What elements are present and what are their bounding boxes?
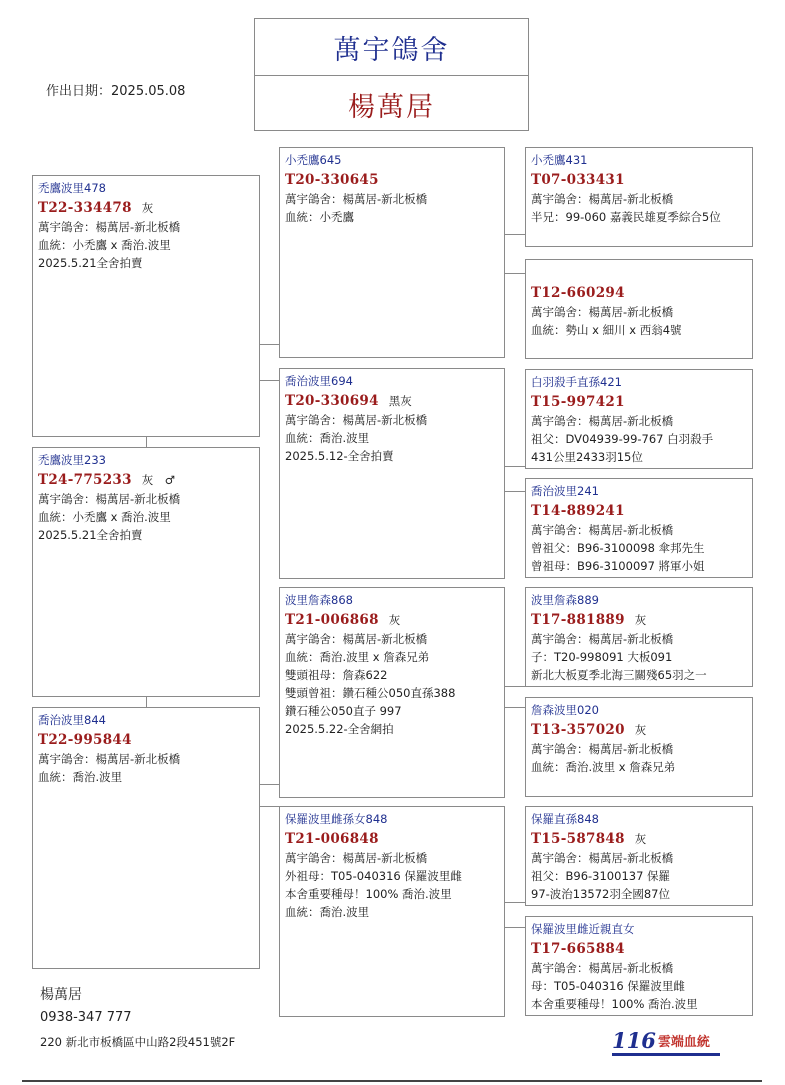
- pigeon-card-g3: [525, 697, 753, 797]
- connector-line: [146, 697, 147, 707]
- pigeon-detail-line: 2025.5.22-全舍網拍: [285, 722, 394, 736]
- pigeon-name: 保羅波里雌近親直女: [531, 922, 635, 936]
- pigeon-detail-line: 母：T05-040316 保羅波里雌: [531, 979, 685, 993]
- ring-row: [285, 169, 499, 190]
- pigeon-detail-line: 2025.5.12-全舍拍賣: [285, 449, 394, 463]
- ring-number: T20-330694: [285, 393, 379, 409]
- pigeon-color: 灰: [388, 613, 401, 627]
- pigeon-detail-line: 曾祖母：B96-3100097 將軍小姐: [531, 559, 705, 573]
- pigeon-detail-line: 萬宇鴿舍：楊萬居-新北板橋: [285, 192, 428, 206]
- pigeon-card-dam: [32, 707, 260, 969]
- pigeon-name: 波里詹森889: [531, 593, 599, 607]
- ring-number: T21-006868: [285, 612, 379, 628]
- pigeon-card-dam-dam: [279, 806, 505, 1017]
- ring-number: T15-997421: [531, 394, 625, 410]
- ring-number: T17-665884: [531, 941, 625, 957]
- ring-number: T22-995844: [38, 732, 132, 748]
- pigeon-detail-line: 血統：喬治.波里 x 詹森兄弟: [285, 650, 430, 664]
- ring-number: T22-334478: [38, 200, 132, 216]
- pigeon-detail-line: 子：T20-998091 大板091: [531, 650, 673, 664]
- connector-line: [259, 806, 279, 807]
- pigeon-detail-line: 血統：喬治.波里: [38, 770, 123, 784]
- pigeon-name: 喬治波里844: [38, 713, 106, 727]
- issue-date: 作出日期：2025.05.08: [46, 84, 186, 99]
- pigeon-detail-line: 血統：小禿鷹 x 喬治.波里: [38, 510, 171, 524]
- ring-number: T12-660294: [531, 285, 625, 301]
- ring-row: [38, 469, 254, 490]
- pigeon-detail-line: 新北大板夏季北海三關殘65羽之一: [531, 668, 707, 682]
- pigeon-detail-line: 萬宇鴿舍：楊萬居-新北板橋: [285, 413, 428, 427]
- pigeon-card-g3: [525, 478, 753, 578]
- pigeon-detail-line: 萬宇鴿舍：楊萬居-新北板橋: [531, 414, 674, 428]
- pigeon-detail-line: 萬宇鴿舍：楊萬居-新北板橋: [38, 220, 181, 234]
- ring-row: [38, 197, 254, 218]
- pigeon-detail-line: 萬宇鴿舍：楊萬居-新北板橋: [285, 632, 428, 646]
- ring-row: [38, 729, 254, 750]
- connector-line: [504, 234, 525, 235]
- page-bottom-rule: [22, 1080, 762, 1082]
- pigeon-name: 小禿鷹645: [285, 153, 342, 167]
- pigeon-detail-line: 本舍重要種母！100% 喬治.波里: [531, 997, 698, 1011]
- logo-underline: [612, 1053, 720, 1056]
- pigeon-detail-line: 血統：勢山 x 細川 x 西翁4號: [531, 323, 682, 337]
- pigeon-detail-line: 萬宇鴿舍：楊萬居-新北板橋: [531, 305, 674, 319]
- pigeon-card-sire-sire: [279, 147, 505, 358]
- connector-line: [504, 927, 525, 928]
- ring-number: T24-775233: [38, 472, 132, 488]
- pigeon-detail-line: 血統：小禿鷹: [285, 210, 354, 224]
- pigeon-card-g3: [525, 587, 753, 687]
- pigeon-color: 灰: [141, 201, 154, 215]
- connector-line: [259, 344, 279, 345]
- pigeon-detail-line: 血統：喬治.波里: [285, 905, 370, 919]
- ring-row: [285, 390, 499, 411]
- connector-line: [504, 491, 525, 492]
- pigeon-detail-line: 曾祖父：B96-3100098 傘邦先生: [531, 541, 705, 555]
- pigeon-color: 灰: [634, 613, 647, 627]
- pigeon-detail-line: 血統：喬治.波里: [285, 431, 370, 445]
- footer-owner-name: 楊萬居: [40, 987, 82, 1003]
- connector-line: [504, 273, 525, 274]
- pigeon-detail-line: 2025.5.21全舍拍賣: [38, 256, 143, 270]
- connector-line: [146, 437, 147, 447]
- footer-phone: 0938-347 777: [40, 1010, 132, 1025]
- cloud-pedigree-logo: [612, 1030, 710, 1052]
- pigeon-detail-line: 萬宇鴿舍：楊萬居-新北板橋: [531, 192, 674, 206]
- pigeon-name: 小禿鷹431: [531, 153, 588, 167]
- connector-line: [504, 707, 525, 708]
- footer-address: 220 新北市板橋區中山路2段451號2F: [40, 1035, 236, 1049]
- pigeon-detail-line: 本舍重要種母！100% 喬治.波里: [285, 887, 452, 901]
- pigeon-name: 喬治波里694: [285, 374, 353, 388]
- pigeon-card-g3: [525, 369, 753, 469]
- ring-number: T14-889241: [531, 503, 625, 519]
- pigeon-color: 灰: [634, 832, 647, 846]
- ring-number: T13-357020: [531, 722, 625, 738]
- pedigree-title-box: [254, 18, 529, 131]
- connector-line: [504, 902, 525, 903]
- connector-line: [259, 380, 279, 381]
- ring-row: [285, 828, 499, 849]
- pigeon-detail-line: 祖父：B96-3100137 保羅: [531, 869, 671, 883]
- pigeon-detail-line: 鑽石種公050直子 997: [285, 704, 402, 718]
- pigeon-detail-line: 雙頭曾祖：鑽石種公050直孫388: [285, 686, 456, 700]
- ring-row: [531, 719, 747, 740]
- pigeon-detail-line: 血統：小禿鷹 x 喬治.波里: [38, 238, 171, 252]
- pigeon-card-g3: [525, 806, 753, 906]
- pigeon-detail-line: 萬宇鴿舍：楊萬居-新北板橋: [531, 961, 674, 975]
- ring-row: [531, 169, 747, 190]
- pigeon-color: 灰: [634, 723, 647, 737]
- pigeon-detail-line: 431公里2433羽15位: [531, 450, 643, 464]
- ring-row: [531, 828, 747, 849]
- pigeon-color: 灰 ♂: [141, 473, 176, 487]
- pigeon-detail-line: 外祖母：T05-040316 保羅波里雌: [285, 869, 462, 883]
- pigeon-card-sire-dam: [279, 368, 505, 579]
- pigeon-detail-line: 萬宇鴿舍：楊萬居-新北板橋: [285, 851, 428, 865]
- ring-row: [531, 938, 747, 959]
- pigeon-detail-line: 2025.5.21全舍拍賣: [38, 528, 143, 542]
- ring-row: [285, 609, 499, 630]
- connector-line: [259, 784, 279, 785]
- pigeon-detail-line: 97-波治13572羽全國87位: [531, 887, 670, 901]
- pigeon-name: 白羽殺手直孫421: [531, 375, 622, 389]
- ring-number: T21-006848: [285, 831, 379, 847]
- pigeon-color: 黑灰: [388, 394, 412, 408]
- ring-number: T17-881889: [531, 612, 625, 628]
- pigeon-detail-line: 半兄：99-060 嘉義民雄夏季綜合5位: [531, 210, 721, 224]
- logo-number: 116: [612, 1028, 656, 1053]
- ring-row: [531, 282, 747, 303]
- logo-text: 雲端血統: [657, 1035, 710, 1050]
- pigeon-detail-line: 萬宇鴿舍：楊萬居-新北板橋: [38, 752, 181, 766]
- ring-row: [531, 391, 747, 412]
- kennel-title: 萬宇鴿舍: [255, 19, 528, 76]
- ring-row: [531, 609, 747, 630]
- pigeon-name: 禿鷹波里478: [38, 181, 106, 195]
- pigeon-name: 保羅波里雌孫女848: [285, 812, 388, 826]
- pigeon-detail-line: 祖父：DV04939-99-767 白羽殺手: [531, 432, 714, 446]
- pigeon-card-g3: [525, 147, 753, 247]
- pigeon-name: 保羅直孫848: [531, 812, 599, 826]
- ring-number: T20-330645: [285, 172, 379, 188]
- pigeon-card-g3: [525, 916, 753, 1016]
- ring-number: T15-587848: [531, 831, 625, 847]
- pigeon-detail-line: 萬宇鴿舍：楊萬居-新北板橋: [531, 523, 674, 537]
- pigeon-card-g3: [525, 259, 753, 359]
- pigeon-name: 喬治波里241: [531, 484, 599, 498]
- connector-line: [504, 466, 525, 467]
- pigeon-detail-line: 血統：喬治.波里 x 詹森兄弟: [531, 760, 676, 774]
- pigeon-card-sire: [32, 175, 260, 437]
- pigeon-card-subject: [32, 447, 260, 697]
- ring-number: T07-033431: [531, 172, 625, 188]
- pigeon-detail-line: 萬宇鴿舍：楊萬居-新北板橋: [531, 632, 674, 646]
- pigeon-name: 詹森波里020: [531, 703, 599, 717]
- connector-line: [504, 686, 525, 687]
- pigeon-detail-line: 萬宇鴿舍：楊萬居-新北板橋: [531, 851, 674, 865]
- pigeon-detail-line: 萬宇鴿舍：楊萬居-新北板橋: [531, 742, 674, 756]
- pigeon-detail-line: 雙頭祖母：詹森622: [285, 668, 388, 682]
- pigeon-name: 禿鷹波里233: [38, 453, 106, 467]
- pigeon-detail-line: 萬宇鴿舍：楊萬居-新北板橋: [38, 492, 181, 506]
- pigeon-card-dam-sire: [279, 587, 505, 798]
- owner-title: 楊萬居: [348, 91, 435, 123]
- pigeon-name: 波里詹森868: [285, 593, 353, 607]
- ring-row: [531, 500, 747, 521]
